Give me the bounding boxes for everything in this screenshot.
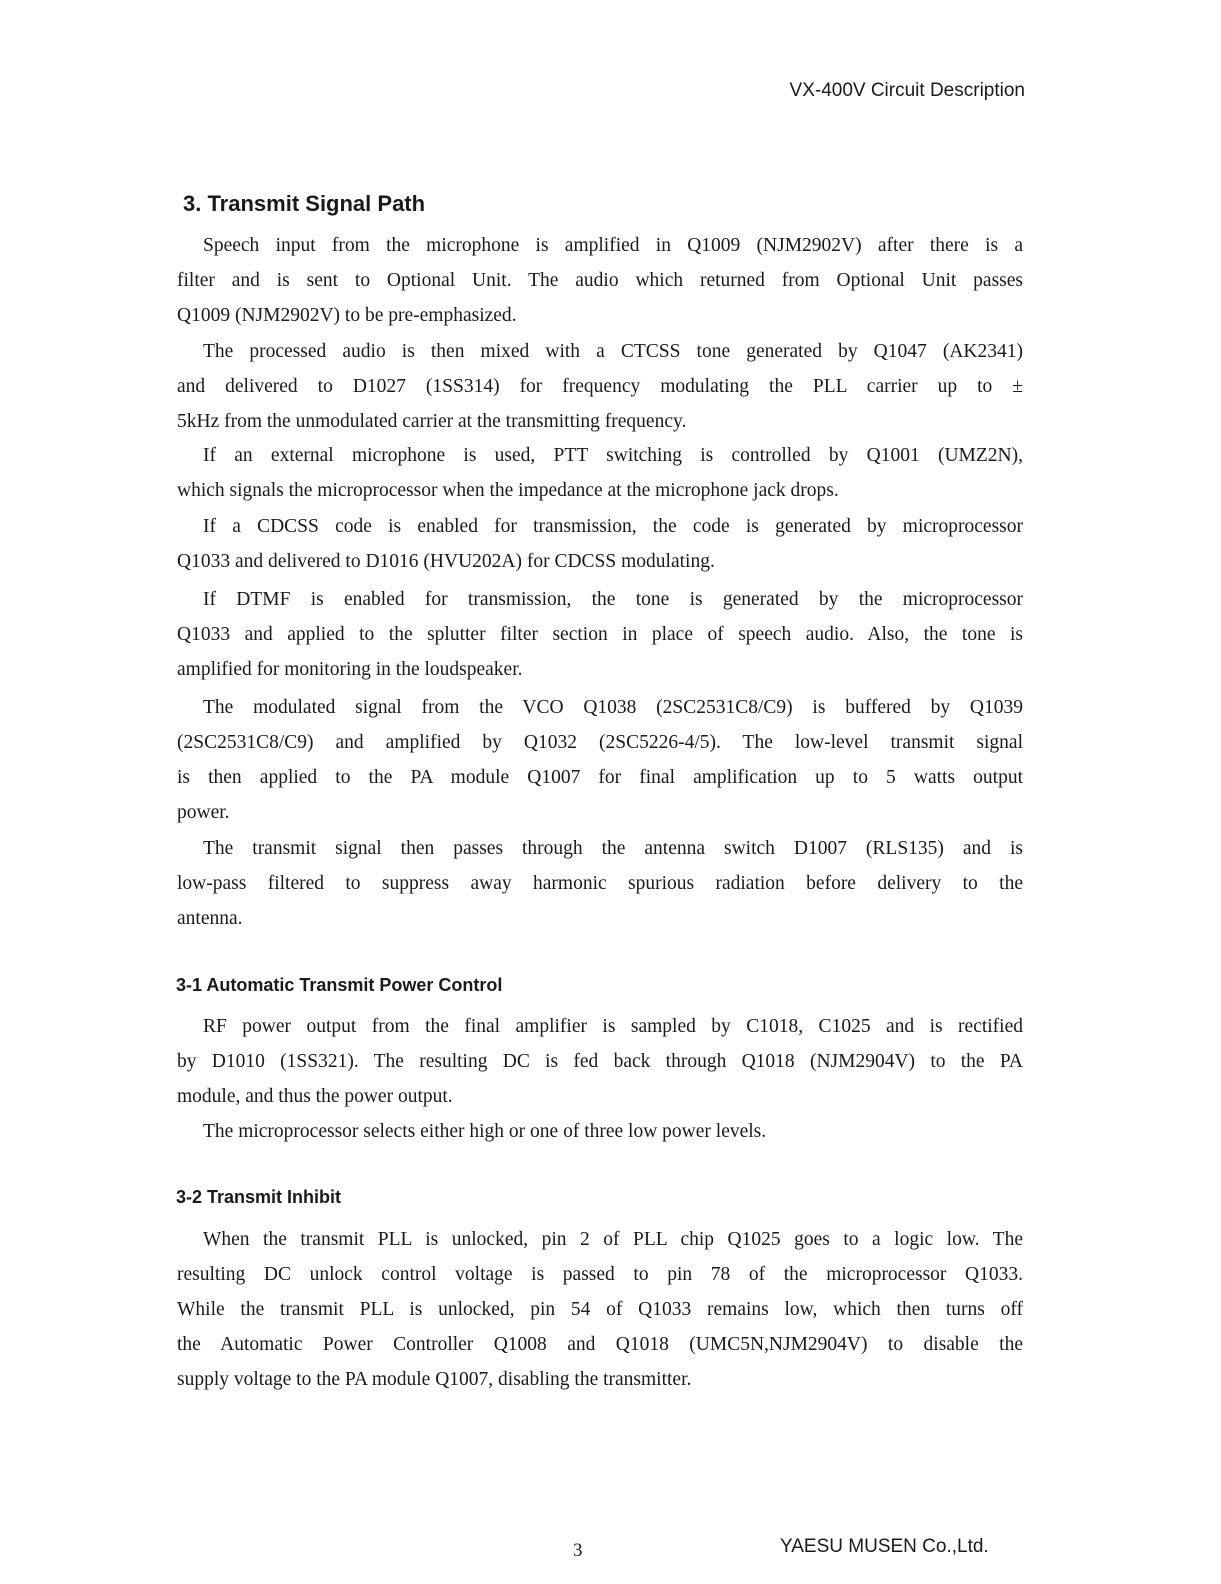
paragraph bbox=[177, 509, 1023, 579]
text-line: The transmit signal then passes through the antenna switch D1007 (RLS135) and is bbox=[203, 838, 1023, 859]
paragraph bbox=[177, 334, 1023, 439]
paragraph bbox=[177, 1009, 1023, 1114]
subsection-heading: 3-1 Automatic Transmit Power Control bbox=[176, 975, 503, 995]
text-line: While the transmit PLL is unlocked, pin 54 of Q1033 remains low, which then turns off bbox=[177, 1299, 1023, 1320]
text-line: The modulated signal from the VCO Q1038 (2SC2531C8/C9) is buffered by Q1039 bbox=[203, 697, 1023, 718]
paragraph bbox=[177, 831, 1023, 936]
text-line: and delivered to D1027 (1SS314) for frequency modulating the PLL carrier up to ± bbox=[177, 376, 1023, 397]
paragraph bbox=[177, 582, 1023, 687]
text-line: Q1033 and delivered to D1016 (HVU202A) for CDCSS modulating. bbox=[177, 551, 715, 572]
text-line: low-pass filtered to suppress away harmonic spurious radiation before delivery to the bbox=[177, 873, 1023, 894]
text-line: Q1033 and applied to the splutter filter section in place of speech audio. Also, the tone is bbox=[177, 624, 1023, 645]
text-line: module, and thus the power output. bbox=[177, 1086, 453, 1107]
text-line: Speech input from the microphone is amplified in Q1009 (NJM2902V) after there is a bbox=[203, 235, 1023, 256]
text-line: Q1009 (NJM2902V) to be pre-emphasized. bbox=[177, 305, 517, 326]
text-line: which signals the microprocessor when the impedance at the microphone jack drops. bbox=[177, 480, 839, 501]
paragraph bbox=[177, 1222, 1023, 1397]
text-line: resulting DC unlock control voltage is passed to pin 78 of the microprocessor Q1033. bbox=[177, 1264, 1023, 1285]
text-line: antenna. bbox=[177, 908, 243, 929]
text-line: If an external microphone is used, PTT switching is controlled by Q1001 (UMZ2N), bbox=[203, 445, 1023, 466]
paragraph bbox=[177, 1114, 1023, 1149]
company-footer: YAESU MUSEN Co.,Ltd. bbox=[780, 1536, 989, 1557]
text-line: the Automatic Power Controller Q1008 and Q1018 (UMC5N,NJM2904V) to disable the bbox=[177, 1334, 1023, 1355]
text-line: is then applied to the PA module Q1007 for final amplification up to 5 watts output bbox=[177, 767, 1023, 788]
text-line: 5kHz from the unmodulated carrier at the transmitting frequency. bbox=[177, 411, 687, 432]
text-line: filter and is sent to Optional Unit. The audio which returned from Optional Unit passes bbox=[177, 270, 1023, 291]
text-line: RF power output from the final amplifier is sampled by C1018, C1025 and is rectified bbox=[203, 1016, 1023, 1037]
text-line: When the transmit PLL is unlocked, pin 2 of PLL chip Q1025 goes to a logic low. The bbox=[203, 1229, 1023, 1250]
paragraph bbox=[177, 690, 1023, 830]
text-line: amplified for monitoring in the loudspeaker. bbox=[177, 659, 523, 680]
text-line: The microprocessor selects either high or one of three low power levels. bbox=[203, 1121, 767, 1142]
text-line: If DTMF is enabled for transmission, the tone is generated by the microprocessor bbox=[203, 589, 1023, 610]
text-line: power. bbox=[177, 802, 230, 823]
section-heading: 3. Transmit Signal Path bbox=[183, 191, 426, 216]
text-line: by D1010 (1SS321). The resulting DC is fed back through Q1018 (NJM2904V) to the PA bbox=[177, 1051, 1023, 1072]
text-line: supply voltage to the PA module Q1007, disabling the transmitter. bbox=[177, 1369, 692, 1390]
text-line: The processed audio is then mixed with a CTCSS tone generated by Q1047 (AK2341) bbox=[203, 341, 1023, 362]
text-line: (2SC2531C8/C9) and amplified by Q1032 (2SC5226-4/5). The low-level transmit signal bbox=[177, 732, 1023, 753]
paragraph bbox=[177, 438, 1023, 508]
running-header: VX-400V Circuit Description bbox=[789, 80, 1025, 101]
page-number: 3 bbox=[573, 1540, 583, 1561]
paragraph bbox=[177, 228, 1023, 333]
text-line: If a CDCSS code is enabled for transmission, the code is generated by microprocessor bbox=[203, 516, 1023, 537]
subsection-heading: 3-2 Transmit Inhibit bbox=[176, 1187, 342, 1207]
